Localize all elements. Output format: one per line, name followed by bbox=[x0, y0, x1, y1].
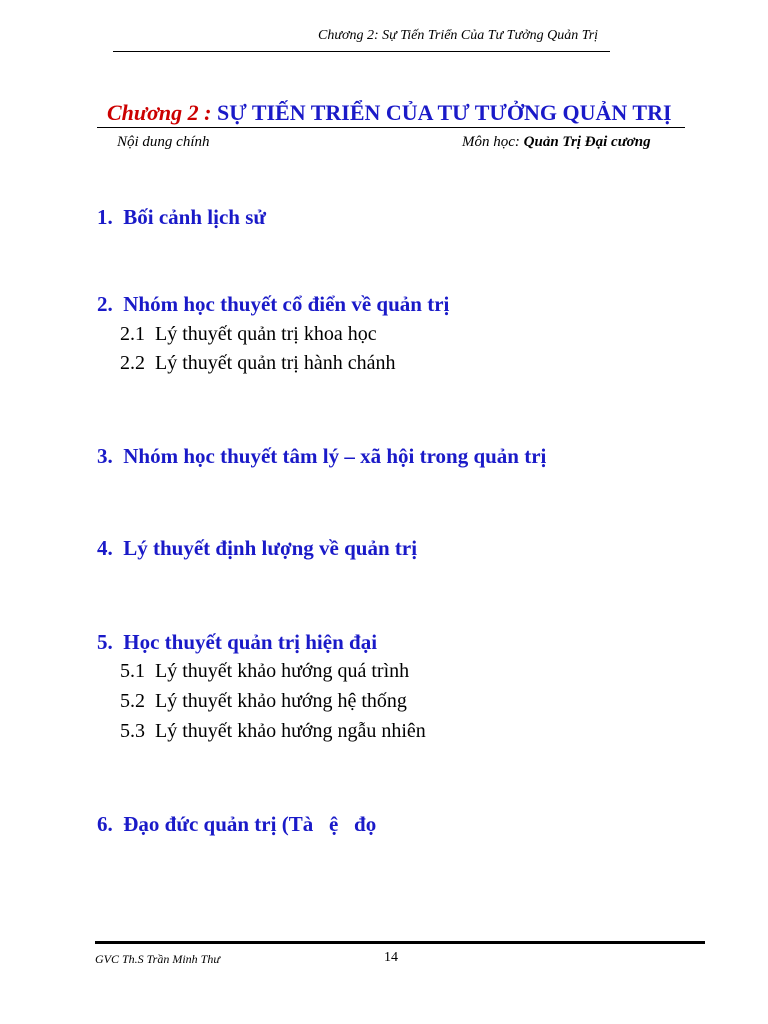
subject-label: Môn học: bbox=[462, 134, 524, 150]
section-heading-3: 3. Nhóm học thuyết tâm lý – xã hội trong quản trị bbox=[97, 444, 547, 468]
chapter-label: Chương 2 bbox=[107, 100, 199, 125]
subject-info bbox=[462, 134, 651, 151]
section-5-item-1: 5.1 Lý thuyết khảo hướng quá trình bbox=[120, 660, 410, 682]
running-header: Chương 2: Sự Tiến Triển Của Tư Tưởng Quản Trị bbox=[318, 28, 599, 43]
footer-rule bbox=[95, 941, 705, 944]
header-rule bbox=[113, 51, 610, 52]
section-heading-1: 1. Bối cảnh lịch sử bbox=[97, 205, 266, 229]
chapter-separator: : bbox=[198, 100, 217, 125]
section-5-item-2: 5.2 Lý thuyết khảo hướng hệ thống bbox=[120, 690, 407, 712]
section-heading-6: 6. Đạo đức quản trị (Tà ệ đọ bbox=[97, 812, 377, 836]
section-2-item-2: 2.2 Lý thuyết quản trị hành chánh bbox=[120, 352, 396, 374]
section-2-item-1: 2.1 Lý thuyết quản trị khoa học bbox=[120, 323, 377, 345]
section-heading-5: 5. Học thuyết quản trị hiện đại bbox=[97, 630, 378, 654]
page-number: 14 bbox=[384, 950, 398, 965]
content-label: Nội dung chính bbox=[117, 134, 210, 150]
section-5-item-3: 5.3 Lý thuyết khảo hướng ngẫu nhiên bbox=[120, 720, 426, 742]
title-rule bbox=[97, 127, 685, 128]
chapter-main-title: SỰ TIẾN TRIỂN CỦA TƯ TƯỞNG QUẢN TRỊ bbox=[216, 100, 672, 125]
section-heading-2: 2. Nhóm học thuyết cổ điển về quản trị bbox=[97, 292, 450, 316]
chapter-title bbox=[107, 100, 672, 126]
section-heading-4: 4. Lý thuyết định lượng về quản trị bbox=[97, 536, 418, 560]
subject-value: Quản Trị Đại cương bbox=[523, 134, 651, 150]
footer-author: GVC Th.S Trần Minh Thư bbox=[95, 952, 220, 966]
